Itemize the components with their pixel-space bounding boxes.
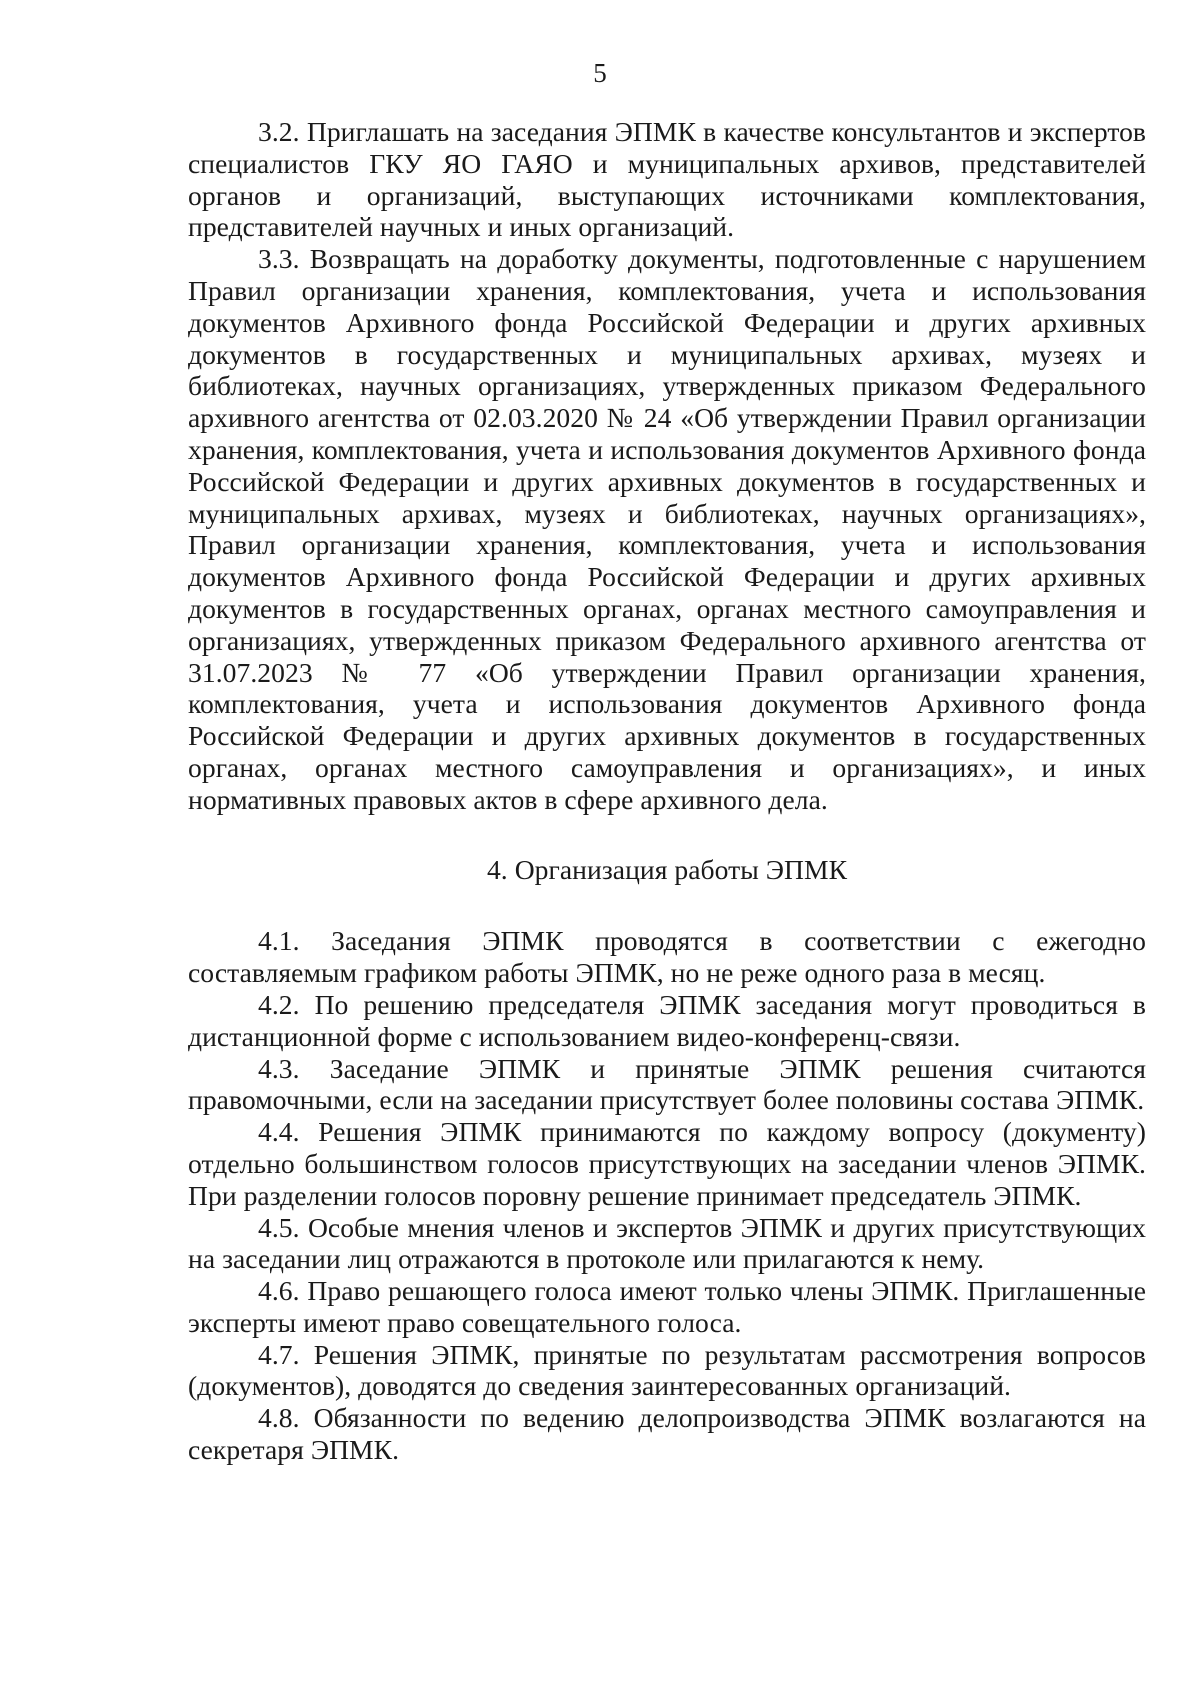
paragraph-4-8: 4.8. Обязанности по ведению делопроизводства ЭПМК возлагаются на секретаря ЭПМК. [188, 1402, 1146, 1466]
paragraph-4-3: 4.3. Заседание ЭПМК и принятые ЭПМК решения считаются правомочными, если на заседании присутствует более половины состава ЭПМК. [188, 1052, 1146, 1116]
paragraph-4-2: 4.2. По решению председателя ЭПМК заседания могут проводиться в дистанционной форме с использованием видео-конференц-связи. [188, 988, 1146, 1052]
paragraph-4-7: 4.7. Решения ЭПМК, принятые по результатам рассмотрения вопросов (документов), доводятся до сведения заинтересованных организаций. [188, 1338, 1146, 1402]
page-number: 5 [593, 58, 607, 88]
document-body [188, 116, 1146, 1466]
section-heading: 4. Организация работы ЭПМК [486, 853, 848, 885]
paragraph-3-2: 3.2. Приглашать на заседания ЭПМК в качестве консультантов и экспертов специалистов ГКУ ЯО ГАЯО и муниципальных архивов, представителей органов и организаций, выступающих источниками комплектования, представителей научных и иных организаций. [188, 116, 1146, 243]
paragraph-4-1: 4.1. Заседания ЭПМК проводятся в соответствии с ежегодно составляемым графиком работы ЭПМК, но не реже одного раза в месяц. [188, 925, 1146, 989]
paragraph-3-3: 3.3. Возвращать на доработку документы, подготовленные с нарушением Правил организации хранения, комплектования, учета и использования документов Архивного фонда Российской Федерации и других архивных документов в государственных и муниципальных архивах, музеях и библиотеках, научных организациях, утвержденных приказом Федерального архивного агентства от 02.03.2020 № 24 «Об утверждении Правил организации хранения, комплектования, учета и использования документов Архивного фонда Российской Федерации и других архивных документов в государственных и муниципальных архивах, музеях и библиотеках, научных организациях», Правил организации хранения, комплектования, учета и использования документов Архивного фонда Российской Федерации и других архивных документов в государственных органах, органах местного самоуправления и организациях, утвержденных приказом Федерального архивного агентства от 31.07.2023 № 77 «Об утверждении Правил организации хранения, комплектования, учета и использования документов Архивного фонда Российской Федерации и других архивных документов в государственных органах, органах местного самоуправления и организациях», и иных нормативных правовых актов в сфере архивного дела. [188, 243, 1146, 815]
paragraph-4-4: 4.4. Решения ЭПМК принимаются по каждому вопросу (документу) отдельно большинством голосов присутствующих на заседании членов ЭПМК. При разделении голосов поровну решение принимает председатель ЭПМК. [188, 1116, 1146, 1211]
paragraph-4-6: 4.6. Право решающего голоса имеют только члены ЭПМК. Приглашенные эксперты имеют право совещательного голоса. [188, 1275, 1146, 1338]
paragraph-4-5: 4.5. Особые мнения членов и экспертов ЭПМК и других присутствующих на заседании лиц отражаются в протоколе или прилагаются к нему. [188, 1211, 1146, 1275]
